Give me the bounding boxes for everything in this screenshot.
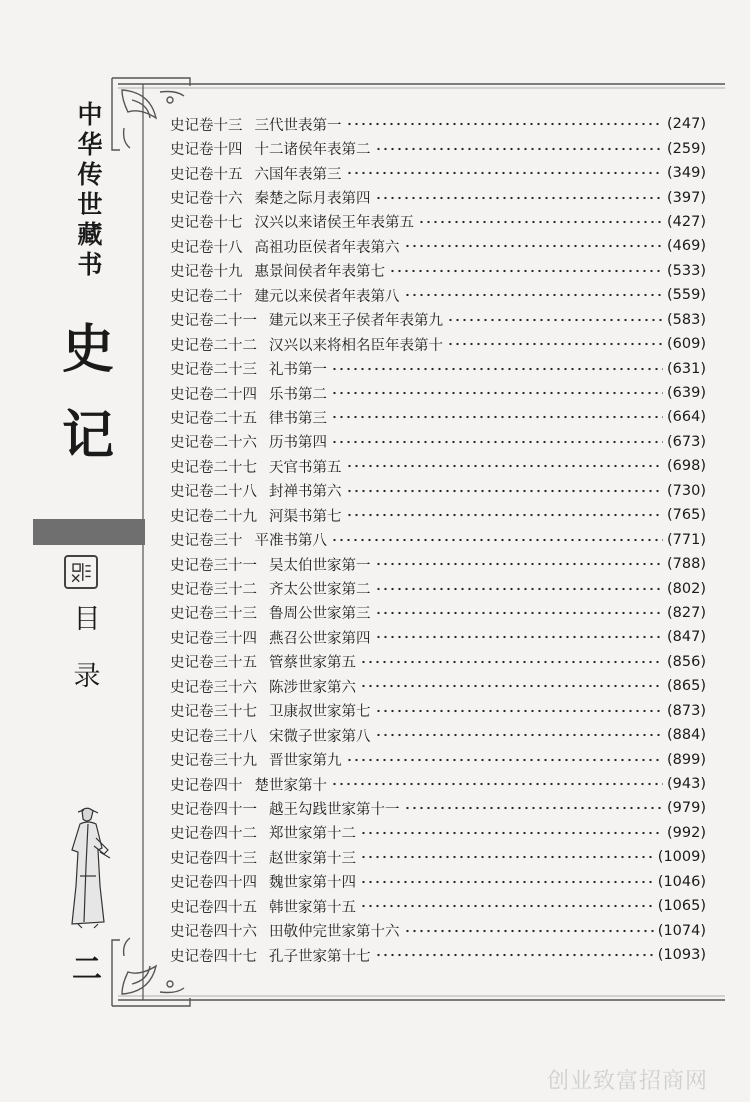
toc-volume: 史记卷十五 xyxy=(170,166,243,183)
toc-leader-dots xyxy=(447,342,663,346)
toc-volume: 史记卷十八 xyxy=(170,239,243,256)
toc-page-number: (673) xyxy=(667,433,706,450)
toc-title: 汉兴以来将相名臣年表第十 xyxy=(269,337,443,354)
toc-title: 管蔡世家第五 xyxy=(269,655,356,672)
toc-leader-dots xyxy=(375,196,664,200)
toc-volume: 史记卷四十七 xyxy=(170,948,257,965)
toc-page-number: (802) xyxy=(667,580,706,597)
toc-row xyxy=(170,405,706,429)
toc-leader-dots xyxy=(360,684,663,688)
toc-page-number: (771) xyxy=(667,531,706,548)
toc-leader-dots xyxy=(331,440,663,444)
toc-page-number: (873) xyxy=(667,702,706,719)
toc-title: 律书第三 xyxy=(269,410,327,427)
toc-volume: 史记卷二十九 xyxy=(170,508,257,525)
toc-volume: 史记卷四十四 xyxy=(170,875,257,892)
toc-page-number: (1046) xyxy=(657,873,706,890)
toc-leader-dots xyxy=(447,318,663,322)
toc-volume: 史记卷四十五 xyxy=(170,899,257,916)
toc-page-number: (856) xyxy=(667,653,706,670)
toc-volume: 史记卷四十二 xyxy=(170,826,257,843)
toc-leader-dots xyxy=(331,391,663,395)
toc-title: 郑世家第十二 xyxy=(269,826,356,843)
toc-row xyxy=(170,870,706,894)
toc-volume: 史记卷二十三 xyxy=(170,362,257,379)
toc-row xyxy=(170,479,706,503)
toc-volume: 史记卷四十六 xyxy=(170,924,257,941)
toc-volume: 史记卷十四 xyxy=(170,142,243,159)
toc-leader-dots xyxy=(360,904,654,908)
toc-volume: 史记卷四十三 xyxy=(170,850,257,867)
toc-leader-dots xyxy=(375,562,664,566)
toc-row xyxy=(170,674,706,698)
toc-volume: 史记卷十九 xyxy=(170,264,243,281)
toc-volume: 史记卷二十八 xyxy=(170,484,257,501)
toc-row xyxy=(170,943,706,967)
toc-page-number: (609) xyxy=(667,336,706,353)
toc-title: 卫康叔世家第七 xyxy=(269,704,371,721)
toc-row xyxy=(170,161,706,185)
toc-volume: 史记卷三十三 xyxy=(170,606,257,623)
toc-volume: 史记卷三十一 xyxy=(170,557,257,574)
toc-leader-dots xyxy=(331,367,663,371)
toc-page-number: (847) xyxy=(667,629,706,646)
toc-title: 高祖功臣侯者年表第六 xyxy=(254,239,400,256)
toc-leader-dots xyxy=(346,122,664,126)
toc-leader-dots xyxy=(375,635,664,639)
toc-volume: 史记卷三十二 xyxy=(170,582,257,599)
toc-leader-dots xyxy=(375,953,654,957)
toc-page-number: (247) xyxy=(667,116,706,133)
toc-title: 孔子世家第十七 xyxy=(269,948,371,965)
toc-page-number: (349) xyxy=(667,165,706,182)
toc-row xyxy=(170,234,706,258)
toc-row xyxy=(170,723,706,747)
toc-title: 乐书第二 xyxy=(269,386,327,403)
toc-leader-dots xyxy=(346,758,664,762)
toc-volume: 史记卷二十五 xyxy=(170,410,257,427)
toc-title: 建元以来侯者年表第八 xyxy=(254,288,400,305)
toc-page-number: (730) xyxy=(667,482,706,499)
toc-page-number: (788) xyxy=(667,556,706,573)
toc-page-number: (397) xyxy=(667,189,706,206)
toc-page-number: (533) xyxy=(667,262,706,279)
toc-page-number: (639) xyxy=(667,385,706,402)
book-title-char-1: 史 xyxy=(62,319,115,380)
toc-title: 天官书第五 xyxy=(269,459,342,476)
toc-leader-dots xyxy=(360,660,663,664)
toc-leader-dots xyxy=(360,855,654,859)
toc-row xyxy=(170,136,706,160)
toc-leader-dots xyxy=(331,782,663,786)
toc-title: 齐太公世家第二 xyxy=(269,582,371,599)
toc-volume: 史记卷三十 xyxy=(170,533,243,550)
toc-row xyxy=(170,918,706,942)
toc-title: 燕召公世家第四 xyxy=(269,630,371,647)
toc-title: 楚世家第十 xyxy=(254,777,327,794)
toc-leader-dots xyxy=(360,880,654,884)
toc-volume: 史记卷四十 xyxy=(170,777,243,794)
toc-page-number: (698) xyxy=(667,458,706,475)
toc-leader-dots xyxy=(375,709,664,713)
toc-row xyxy=(170,796,706,820)
toc-title: 宋微子世家第八 xyxy=(269,728,371,745)
toc-title: 赵世家第十三 xyxy=(269,850,356,867)
toc-title: 晋世家第九 xyxy=(269,753,342,770)
toc-row xyxy=(170,308,706,332)
toc-row xyxy=(170,332,706,356)
toc-row xyxy=(170,576,706,600)
toc-row xyxy=(170,112,706,136)
toc-volume: 史记卷三十八 xyxy=(170,728,257,745)
toc-leader-dots xyxy=(375,733,664,737)
toc-leader-dots xyxy=(346,171,664,175)
toc-leader-dots xyxy=(346,513,664,517)
toc-leader-dots xyxy=(404,244,664,248)
toc-leader-dots xyxy=(404,293,664,297)
toc-row xyxy=(170,699,706,723)
toc-page-number: (259) xyxy=(667,140,706,157)
toc-row xyxy=(170,259,706,283)
toc-page-number: (583) xyxy=(667,311,706,328)
toc-row xyxy=(170,625,706,649)
toc-leader-dots xyxy=(346,464,664,468)
toc-row xyxy=(170,454,706,478)
toc-row xyxy=(170,552,706,576)
sidebar xyxy=(0,0,115,1102)
toc-page-number: (427) xyxy=(667,213,706,230)
toc-leader-dots xyxy=(404,929,654,933)
toc-title: 惠景间侯者年表第七 xyxy=(254,264,385,281)
toc-row xyxy=(170,283,706,307)
toc-volume: 史记卷三十九 xyxy=(170,753,257,770)
page-number: 二 xyxy=(72,952,102,987)
toc-row xyxy=(170,210,706,234)
toc-volume: 史记卷三十六 xyxy=(170,679,257,696)
toc-row xyxy=(170,503,706,527)
toc-leader-dots xyxy=(404,806,664,810)
gray-band xyxy=(33,519,145,545)
toc-page-number: (1009) xyxy=(657,849,706,866)
toc-title: 三代世表第一 xyxy=(254,117,342,134)
toc-page-number: (979) xyxy=(667,800,706,817)
toc-leader-dots xyxy=(331,415,663,419)
toc-row xyxy=(170,650,706,674)
toc-title: 礼书第一 xyxy=(269,362,327,379)
toc-title: 十二诸侯年表第二 xyxy=(254,142,371,159)
toc-row xyxy=(170,747,706,771)
toc-volume: 史记卷二十 xyxy=(170,288,243,305)
toc-volume: 史记卷十七 xyxy=(170,215,243,232)
toc-leader-dots xyxy=(346,489,664,493)
toc-row xyxy=(170,527,706,551)
toc-page-number: (1065) xyxy=(657,898,706,915)
toc-heading-char-2: 录 xyxy=(73,661,101,692)
toc-row xyxy=(170,821,706,845)
toc-volume: 史记卷四十一 xyxy=(170,801,257,818)
toc-page-number: (865) xyxy=(667,678,706,695)
toc-heading-char-1: 目 xyxy=(73,604,101,635)
toc-row xyxy=(170,601,706,625)
toc-page-number: (899) xyxy=(667,751,706,768)
toc-page-number: (992) xyxy=(667,824,706,841)
toc-title: 六国年表第三 xyxy=(254,166,342,183)
toc-title: 秦楚之际月表第四 xyxy=(254,191,371,208)
toc-title: 平准书第八 xyxy=(254,533,327,550)
toc-volume: 史记卷二十六 xyxy=(170,435,257,452)
toc-title: 陈涉世家第六 xyxy=(269,679,356,696)
toc-page-number: (559) xyxy=(667,287,706,304)
toc-leader-dots xyxy=(375,611,664,615)
toc-volume: 史记卷三十四 xyxy=(170,630,257,647)
seal-stamp-icon xyxy=(64,555,98,589)
toc-page-number: (631) xyxy=(667,360,706,377)
book-title-char-2: 记 xyxy=(62,405,115,466)
toc-page-number: (943) xyxy=(667,776,706,793)
toc-row xyxy=(170,356,706,380)
toc-title: 田敬仲完世家第十六 xyxy=(269,924,400,941)
toc-leader-dots xyxy=(375,147,664,151)
toc-leader-dots xyxy=(418,220,663,224)
watermark: 创业致富招商网 xyxy=(547,1069,709,1094)
toc-volume: 史记卷二十四 xyxy=(170,386,257,403)
toc-page-number: (469) xyxy=(667,238,706,255)
table-of-contents xyxy=(170,112,706,967)
toc-title: 魏世家第十四 xyxy=(269,875,356,892)
toc-row xyxy=(170,381,706,405)
toc-row xyxy=(170,894,706,918)
toc-leader-dots xyxy=(389,269,663,273)
toc-page-number: (664) xyxy=(667,409,706,426)
toc-volume: 史记卷三十七 xyxy=(170,704,257,721)
toc-title: 历书第四 xyxy=(269,435,327,452)
toc-volume: 史记卷二十七 xyxy=(170,459,257,476)
toc-volume: 史记卷三十五 xyxy=(170,655,257,672)
toc-title: 建元以来王子侯者年表第九 xyxy=(269,313,443,330)
toc-volume: 史记卷二十一 xyxy=(170,313,257,330)
toc-page-number: (765) xyxy=(667,507,706,524)
toc-row xyxy=(170,772,706,796)
toc-title: 韩世家第十五 xyxy=(269,899,356,916)
toc-row xyxy=(170,845,706,869)
toc-leader-dots xyxy=(375,587,664,591)
toc-title: 鲁周公世家第三 xyxy=(269,606,371,623)
toc-leader-dots xyxy=(331,538,663,542)
toc-title: 吴太伯世家第一 xyxy=(269,557,371,574)
toc-title: 河渠书第七 xyxy=(269,508,342,525)
toc-row xyxy=(170,185,706,209)
series-title: 中华传世藏书 xyxy=(77,100,103,279)
toc-volume: 史记卷十六 xyxy=(170,191,243,208)
scholar-figure-icon xyxy=(60,806,112,930)
toc-title: 封禅书第六 xyxy=(269,484,342,501)
toc-page-number: (827) xyxy=(667,604,706,621)
toc-volume: 史记卷二十二 xyxy=(170,337,257,354)
toc-leader-dots xyxy=(360,831,663,835)
toc-volume: 史记卷十三 xyxy=(170,117,243,134)
toc-title: 越王勾践世家第十一 xyxy=(269,801,400,818)
toc-page-number: (1093) xyxy=(657,947,706,964)
toc-title: 汉兴以来诸侯王年表第五 xyxy=(254,215,414,232)
toc-row xyxy=(170,430,706,454)
toc-page-number: (884) xyxy=(667,727,706,744)
toc-page-number: (1074) xyxy=(657,922,706,939)
